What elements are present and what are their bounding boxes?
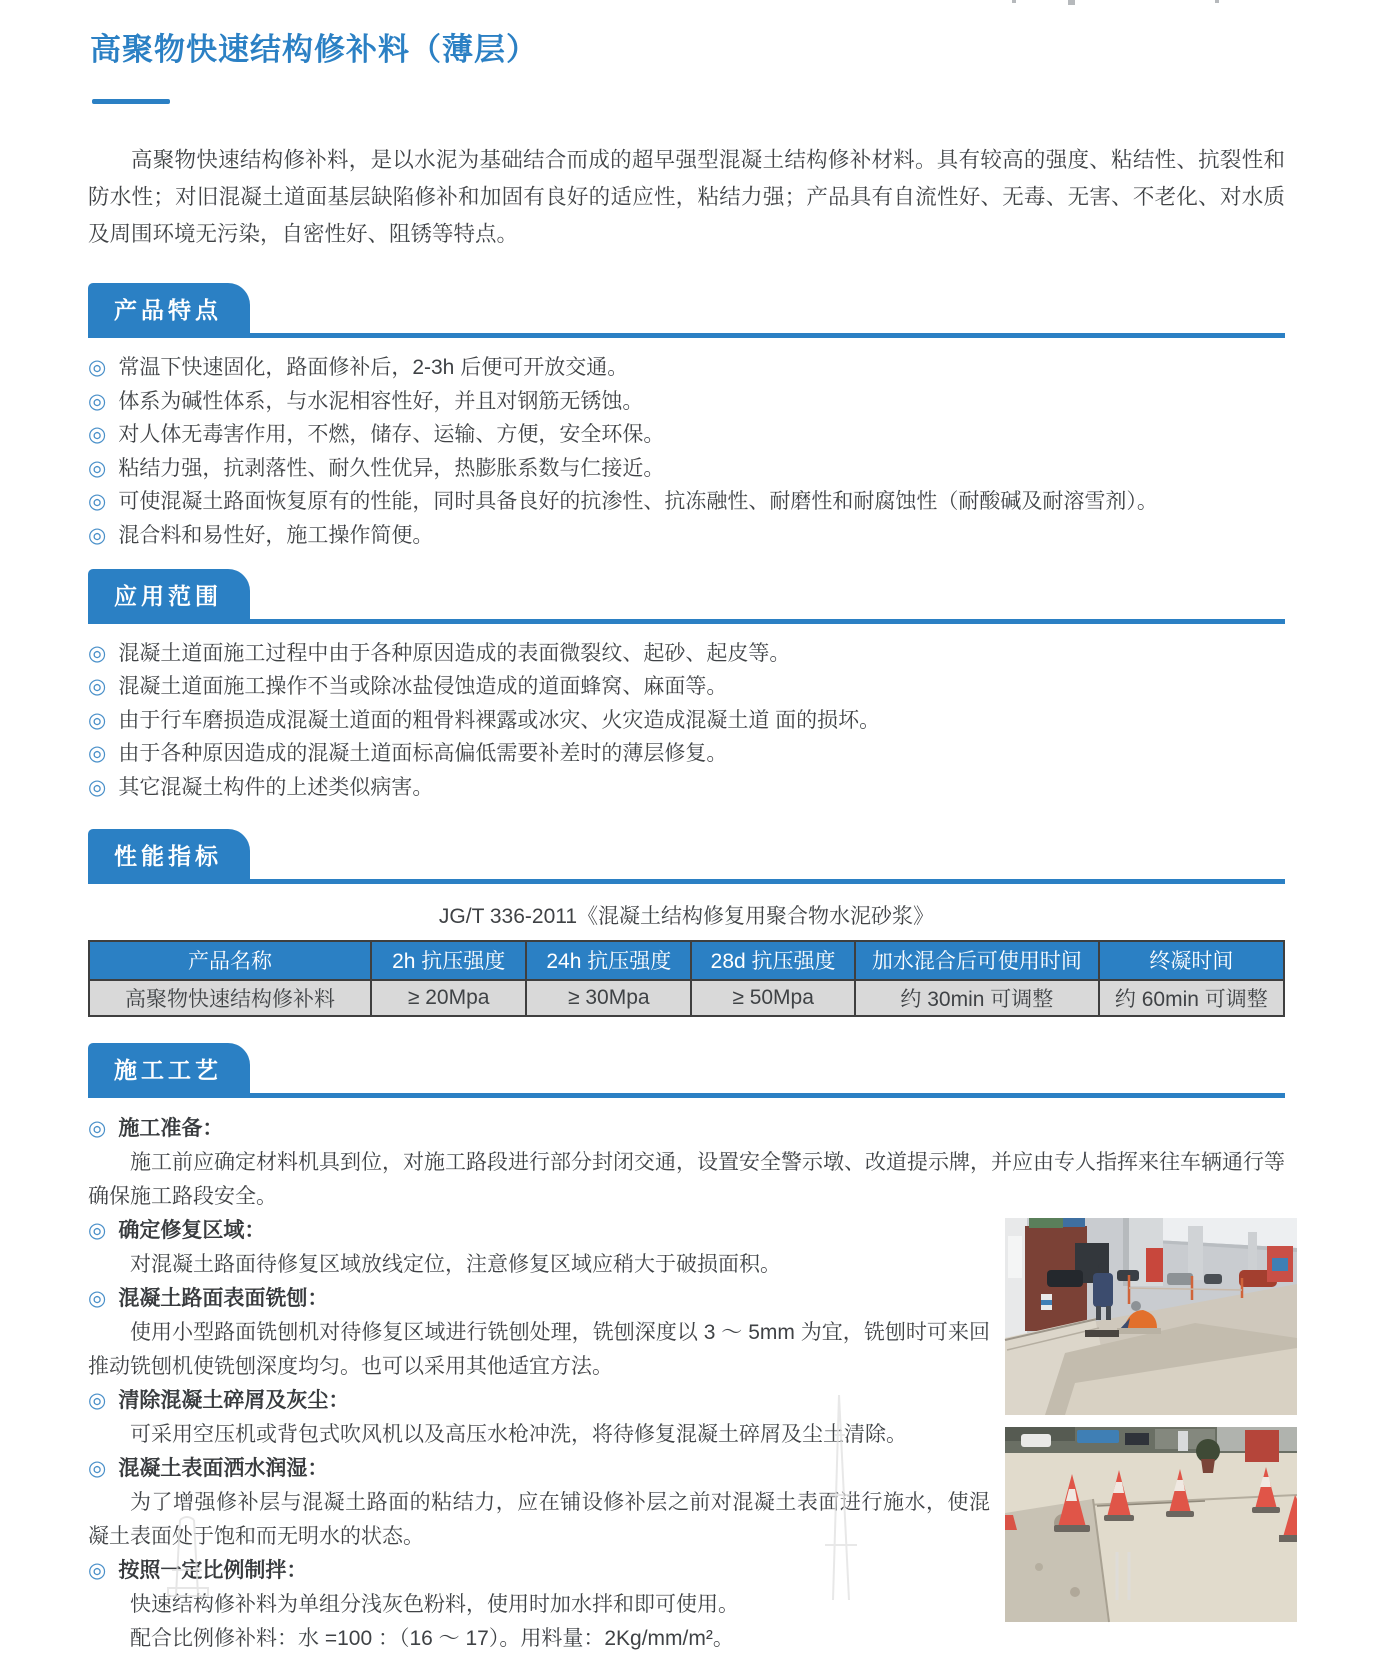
step-label-text: 施工准备： <box>118 1116 224 1140</box>
bullet-icon: ◎ <box>88 1558 107 1582</box>
step-label-text: 清除混凝土碎屑及灰尘： <box>118 1388 350 1412</box>
process-photo-column <box>1005 1218 1297 1622</box>
list-item <box>88 519 1285 553</box>
applications-list <box>88 637 1285 805</box>
watermark-sketch <box>805 1395 875 1600</box>
page-title: 高聚物快速结构修补料（薄层） <box>90 32 538 67</box>
step-label <box>88 1112 1285 1146</box>
repair-site-photo-graphic <box>1005 1218 1297 1415</box>
construction-photo-repair-site <box>1005 1218 1297 1415</box>
list-item <box>88 670 1285 704</box>
section-header-applications <box>88 569 1285 624</box>
construction-photo-finished-cones <box>1005 1427 1297 1622</box>
step-body: 快速结构修补料为单组分浅灰色粉料，使用时加水拌和即可使用。 <box>130 1592 739 1616</box>
list-item <box>88 485 1285 519</box>
list-item-text: 对人体无毒害作用，不燃，储存、运输、方便，安全环保。 <box>118 423 665 447</box>
bullet-icon: ◎ <box>88 490 107 514</box>
step-body: 对混凝土路面待修复区域放线定位，注意修复区域应稍大于破损面积。 <box>130 1252 781 1276</box>
step-label-text: 混凝土表面洒水润湿： <box>118 1456 329 1480</box>
step-body: 施工前应确定材料机具到位，对施工路段进行部分封闭交通，设置安全警示墩、改道提示牌，并应由专人指挥来往车辆通行等确保施工路段安全。 <box>88 1150 1285 1208</box>
section-header-features <box>88 283 1285 338</box>
list-item <box>88 771 1285 805</box>
page-content <box>88 0 1285 1656</box>
step-label-text: 确定修复区域： <box>118 1218 266 1242</box>
list-item <box>88 704 1285 738</box>
table-cell: ≥ 50Mpa <box>691 980 855 1016</box>
bullet-icon: ◎ <box>88 456 107 480</box>
list-item-text: 可使混凝土路面恢复原有的性能，同时具备良好的抗渗性、抗冻融性、耐磨性和耐腐蚀性（耐酸碱及耐溶雪剂）。 <box>118 490 1158 514</box>
bullet-icon: ◎ <box>88 423 107 447</box>
list-item <box>88 418 1285 452</box>
list-item-text: 混合料和易性好，施工操作简便。 <box>118 523 434 547</box>
table-cell: ≥ 20Mpa <box>371 980 526 1016</box>
list-item <box>88 351 1285 385</box>
step-body: 配合比例修补料：水 =100 ：（16 ～ 17）。用料量：2Kg/mm/m²。 <box>130 1626 734 1650</box>
table-cell: 高聚物快速结构修补料 <box>89 980 371 1016</box>
title-underline-dash <box>92 99 170 104</box>
finished-pavement-photo-graphic <box>1005 1427 1297 1622</box>
section-header-process <box>88 1043 1285 1098</box>
table-cell: 约 60min 可调整 <box>1099 980 1284 1016</box>
bullet-icon: ◎ <box>88 742 107 766</box>
bullet-icon: ◎ <box>88 1218 107 1242</box>
bullet-icon: ◎ <box>88 356 107 379</box>
list-item-text: 混凝土道面施工操作不当或除冰盐侵蚀造成的道面蜂窝、麻面等。 <box>118 675 728 699</box>
table-cell: 约 30min 可调整 <box>855 980 1099 1016</box>
list-item-text: 其它混凝土构件的上述类似病害。 <box>118 775 434 799</box>
performance-table <box>88 940 1285 1017</box>
list-item-text: 由于行车磨损造成混凝土道面的粗骨料裸露或冰灾、火灾造成混凝土道 面的损坏。 <box>118 708 881 732</box>
bullet-icon: ◎ <box>88 1388 107 1412</box>
col-header: 产品名称 <box>89 941 371 980</box>
col-header: 加水混合后可使用时间 <box>855 941 1099 980</box>
list-item-text: 常温下快速固化，路面修补后，2-3h 后便可开放交通。 <box>118 356 629 379</box>
col-header: 终凝时间 <box>1099 941 1284 980</box>
bullet-icon: ◎ <box>88 641 107 665</box>
col-header: 2h 抗压强度 <box>371 941 526 980</box>
table-cell: ≥ 30Mpa <box>526 980 691 1016</box>
list-item <box>88 637 1285 671</box>
bullet-icon: ◎ <box>88 1116 107 1140</box>
section-tab-process: 施工工艺 <box>88 1043 250 1093</box>
features-list <box>88 351 1285 553</box>
watermark-sketch <box>150 1510 240 1600</box>
bullet-icon: ◎ <box>88 708 107 732</box>
step-label-text: 混凝土路面表面铣刨： <box>118 1286 329 1310</box>
step-label-text: 按照一定比例制拌： <box>118 1558 308 1582</box>
section-tab-features: 产品特点 <box>88 283 250 333</box>
table-caption: JG/T 336-2011《混凝土结构修复用聚合物水泥砂浆》 <box>438 904 935 928</box>
step-body: 可采用空压机或背包式吹风机以及高压水枪冲洗，将待修复混凝土碎屑及尘土清除。 <box>130 1422 907 1446</box>
section-tab-performance: 性能指标 <box>88 829 250 879</box>
step-body: 使用小型路面铣刨机对待修复区域进行铣刨处理，铣刨深度以 3 ～ 5mm 为宜，铣刨时可来回推动铣刨机使铣刨深度均匀。也可以采用其他适宜方法。 <box>88 1320 990 1378</box>
bullet-icon: ◎ <box>88 523 107 547</box>
table-row <box>89 980 1284 1016</box>
bullet-icon: ◎ <box>88 389 107 413</box>
col-header: 28d 抗压强度 <box>691 941 855 980</box>
list-item-text: 粘结力强，抗剥落性、耐久性优异，热膨胀系数与仁接近。 <box>118 456 665 480</box>
table-header-row <box>89 941 1284 980</box>
section-tab-applications: 应用范围 <box>88 569 250 619</box>
bullet-icon: ◎ <box>88 1286 107 1310</box>
list-item <box>88 737 1285 771</box>
step-body: 为了增强修补层与混凝土路面的粘结力，应在铺设修补层之前对混凝土表面进行施水，使混凝土表面处于饱和而无明水的状态。 <box>88 1490 990 1548</box>
section-header-performance <box>88 829 1285 884</box>
bullet-icon: ◎ <box>88 775 107 799</box>
list-item-text: 混凝土道面施工过程中由于各种原因造成的表面微裂纹、起砂、起皮等。 <box>118 641 791 665</box>
list-item <box>88 452 1285 486</box>
list-item <box>88 385 1285 419</box>
list-item-text: 由于各种原因造成的混凝土道面标高偏低需要补差时的薄层修复。 <box>118 742 728 766</box>
col-header: 24h 抗压强度 <box>526 941 691 980</box>
bullet-icon: ◎ <box>88 675 107 699</box>
watermark-sketch <box>1105 1552 1145 1600</box>
bullet-icon: ◎ <box>88 1456 107 1480</box>
intro-paragraph: 高聚物快速结构修补料，是以水泥为基础结合而成的超早强型混凝土结构修补材料。具有较高的强度、粘结性、抗裂性和防水性；对旧混凝土道面基层缺陷修补和加固有良好的适应性，粘结力强；产品具有自流性好、无毒、无害、不老化、对水质及周围环境无污染，自密性好、阻锈等特点。 <box>88 148 1285 246</box>
list-item-text: 体系为碱性体系，与水泥相容性好，并且对钢筋无锈蚀。 <box>118 389 644 413</box>
